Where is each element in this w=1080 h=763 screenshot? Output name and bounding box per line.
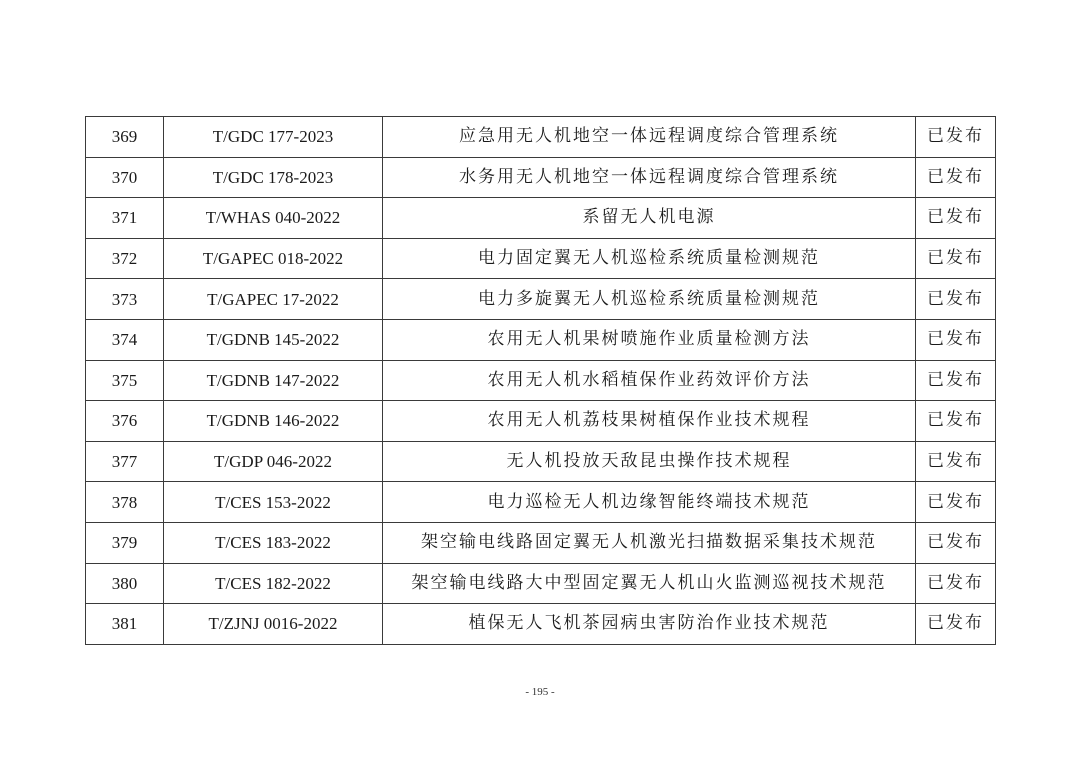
table-row [86, 441, 996, 482]
status-cell: 已发布 [916, 522, 996, 563]
status-cell: 已发布 [916, 482, 996, 523]
standard-name-cell: 应急用无人机地空一体远程调度综合管理系统 [383, 117, 916, 158]
row-number-cell: 375 [86, 360, 164, 401]
standard-code-cell: T/GDC 178-2023 [164, 157, 383, 198]
status-cell: 已发布 [916, 441, 996, 482]
table-row [86, 279, 996, 320]
status-cell: 已发布 [916, 319, 996, 360]
standards-table [85, 116, 996, 645]
row-number-cell: 380 [86, 563, 164, 604]
standard-code-cell: T/CES 153-2022 [164, 482, 383, 523]
status-cell: 已发布 [916, 360, 996, 401]
row-number-cell: 376 [86, 401, 164, 442]
standard-code-cell: T/WHAS 040-2022 [164, 198, 383, 239]
table-row [86, 238, 996, 279]
standard-name-cell: 水务用无人机地空一体远程调度综合管理系统 [383, 157, 916, 198]
standard-code-cell: T/GDNB 147-2022 [164, 360, 383, 401]
standard-name-cell: 电力巡检无人机边缘智能终端技术规范 [383, 482, 916, 523]
standard-name-cell: 农用无人机水稻植保作业药效评价方法 [383, 360, 916, 401]
table-row [86, 319, 996, 360]
standard-code-cell: T/GDNB 145-2022 [164, 319, 383, 360]
row-number-cell: 372 [86, 238, 164, 279]
standard-name-cell: 电力多旋翼无人机巡检系统质量检测规范 [383, 279, 916, 320]
table-row [86, 563, 996, 604]
table-row [86, 360, 996, 401]
row-number-cell: 381 [86, 604, 164, 645]
status-cell: 已发布 [916, 279, 996, 320]
standard-name-cell: 系留无人机电源 [383, 198, 916, 239]
standard-code-cell: T/GDNB 146-2022 [164, 401, 383, 442]
standard-code-cell: T/CES 182-2022 [164, 563, 383, 604]
row-number-cell: 379 [86, 522, 164, 563]
standards-table-body [86, 117, 996, 645]
status-cell: 已发布 [916, 198, 996, 239]
table-row [86, 117, 996, 158]
table-row [86, 401, 996, 442]
row-number-cell: 373 [86, 279, 164, 320]
row-number-cell: 370 [86, 157, 164, 198]
table-row [86, 198, 996, 239]
standard-code-cell: T/CES 183-2022 [164, 522, 383, 563]
status-cell: 已发布 [916, 117, 996, 158]
standard-code-cell: T/GDP 046-2022 [164, 441, 383, 482]
row-number-cell: 378 [86, 482, 164, 523]
table-row [86, 522, 996, 563]
page-number: - 195 - [525, 686, 555, 698]
row-number-cell: 377 [86, 441, 164, 482]
status-cell: 已发布 [916, 157, 996, 198]
standard-code-cell: T/GAPEC 018-2022 [164, 238, 383, 279]
status-cell: 已发布 [916, 238, 996, 279]
table-row [86, 157, 996, 198]
row-number-cell: 374 [86, 319, 164, 360]
status-cell: 已发布 [916, 563, 996, 604]
standard-name-cell: 无人机投放天敌昆虫操作技术规程 [383, 441, 916, 482]
status-cell: 已发布 [916, 401, 996, 442]
row-number-cell: 369 [86, 117, 164, 158]
standard-name-cell: 架空输电线路固定翼无人机激光扫描数据采集技术规范 [383, 522, 916, 563]
status-cell: 已发布 [916, 604, 996, 645]
standard-name-cell: 架空输电线路大中型固定翼无人机山火监测巡视技术规范 [383, 563, 916, 604]
standard-name-cell: 农用无人机荔枝果树植保作业技术规程 [383, 401, 916, 442]
standard-name-cell: 农用无人机果树喷施作业质量检测方法 [383, 319, 916, 360]
table-row [86, 604, 996, 645]
standard-code-cell: T/GAPEC 17-2022 [164, 279, 383, 320]
row-number-cell: 371 [86, 198, 164, 239]
table-row [86, 482, 996, 523]
standard-name-cell: 植保无人飞机茶园病虫害防治作业技术规范 [383, 604, 916, 645]
standard-code-cell: T/GDC 177-2023 [164, 117, 383, 158]
standard-name-cell: 电力固定翼无人机巡检系统质量检测规范 [383, 238, 916, 279]
standard-code-cell: T/ZJNJ 0016-2022 [164, 604, 383, 645]
